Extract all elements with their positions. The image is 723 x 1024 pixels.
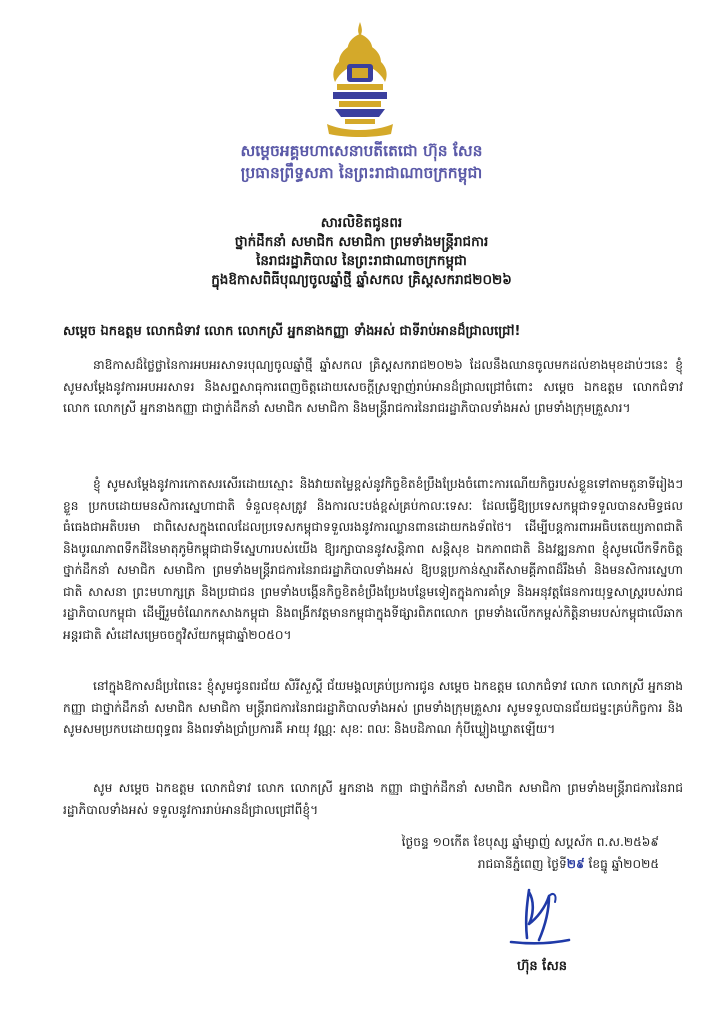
paragraph-1: នាឱកាសដ៏ថ្លៃថ្លានៃការអបអរសាទរបុណ្យចូលឆ្នាំថ្មី ឆ្នាំសកល គ្រិស្តសករាជ២០២៦ ដែលនឹងឈានចូលមកដល់ខាងមុខដាប់ៗនេះ ខ្ញុំសូមសម្តែងនូវការអបអរសាទរ និងសព្ទសាធុការពេញចិត្តដោយសេចក្តីស្រឡាញ់រាប់អានដ៏ជ្រាលជ្រៅចំពោះ សម្តេច ឯកឧត្តម លោកជំទាវ លោក លោកស្រី អ្នកនាងកញ្ញា ជាថ្នាក់ដឹកនាំ សមាជិក សមាជិកា និងមន្ត្រីរាជការនៃរាជរដ្ឋាភិបាលទាំងអស់ ព្រមទាំងក្រុមគ្រួសារ។: [63, 358, 683, 415]
letter-subtitle-recipients: ថ្នាក់ដឹកនាំ សមាជិក សមាជិកា ព្រមទាំងមន្ត្រីរាជការ: [234, 234, 489, 250]
paragraph-2: ខ្ញុំ សូមសម្តែងនូវការកោតសរសើរដោយស្មោះ និងវាយតម្លៃខ្ពស់នូវកិច្ចខិតខំប្រឹងប្រែងចំពោះការណើយកិច្ចរបស់ខ្លួនទៅតាមតួនាទីរៀងៗខ្លួន ប្រកបដោយមនសិការស្នេហាជាតិ ទំនួលខុសត្រូវ និងការលះបង់ខ្ពស់គ្រប់កាលៈទេសៈ ដែលធ្វើឱ្យប្រទេសកម្ពុជាទទួលបានសមិទ្ធផលធំធេងជាអតិបរមា ជាពិសេសក្នុងពេលដែលប្រទេសកម្ពុជាទទួលរងនូវការឈ្លានពានដោយកងទ័ពថៃ។ ដើម្បីបន្តការពារអធិបតេយ្យភាពជាតិ និងបូរណភាពទឹកដីនៃមាតុភូមិកម្ពុជាជាទីស្នេហារបស់យើង ឱ្យរក្សាបាននូវសន្តិភាព សន្តិសុខ ឯកភាពជាតិ និងវឌ្ឍនភាព ខ្ញុំសូមលើកទឹកចិត្តថ្នាក់ដឹកនាំ សមាជិក សមាជិកា ព្រមទាំងមន្ត្រីរាជការនៃរាជរដ្ឋាភិបាលទាំងអស់ ឱ្យបន្តប្រកាន់ស្មារតីសាមគ្គីភាពដ៏រឹងមាំ និងមនសិការស្នេហាជាតិ សាសនា ព្រះមហាក្សត្រ និងប្រជាជន ព្រមទាំងបង្កើនកិច្ចខិតខំប្រឹងប្រែងបន្ថែមទៀតក្នុងការគាំទ្រ និងអនុវត្តផែនការយុទ្ធសាស្ត្ររបស់រាជរដ្ឋាភិបាលកម្ពុជា ដើម្បីរួមចំណែកកសាងកម្ពុជា និងពង្រីកវត្តមានកម្ពុជាក្នុងទីផ្សារពិភពលោក ព្រមទាំងលើកកម្ពស់កិត្តិនាមរបស់កម្ពុជាលើឆាកអន្តរជាតិ សំដៅសម្រេចចក្ខុវិស័យកម្ពុជាឆ្នាំ២០៥០។: [63, 477, 683, 642]
date-day: ២៩: [566, 857, 585, 871]
paragraph-3: នៅក្នុងឱកាសដ៏ប្រពៃនេះ ខ្ញុំសូមជូនពរជ័យ សិរីសួស្តី ជ័យមង្គលគ្រប់ប្រការជូន សម្តេច ឯកឧត្តម លោកជំទាវ លោក លោកស្រី អ្នកនាងកញ្ញា ជាថ្នាក់ដឹកនាំ សមាជិក សមាជិកា មន្ត្រីរាជការនៃរាជរដ្ឋាភិបាលទាំងអស់ ព្រមទាំងក្រុមគ្រួសារ សូមទទួលបានជ័យជម្នះគ្រប់កិច្ចការ និងសូមសមប្រកបដោយពុទ្ធពរ និងពរទាំងប្រាំប្រការគឺ អាយុ វណ្ណៈ សុខៈ ពលៈ និងបដិភាណ កុំបីឃ្លៀងឃ្លាតឡើយ។: [63, 679, 683, 736]
letter-subtitle-occasion: ក្នុងឱកាសពិធីបុណ្យចូលឆ្នាំថ្មី ឆ្នាំសកល គ្រិស្តសករាជ២០២៦: [211, 272, 512, 288]
letter-title: សារលិខិតជូនពរ: [320, 215, 403, 231]
issuer-position: ប្រធានព្រឹទ្ធសភា នៃព្រះរាជាណាចក្រកម្ពុជា: [240, 164, 483, 182]
lunar-date: ថ្ងៃចន្ទ ១០កើត ខែបុស្ស ឆ្នាំម្សាញ់ សប្តស័ក ព.ស.២៥៦៩: [401, 835, 659, 849]
place-prefix: រាជធានីភ្នំពេញ ថ្ងៃទី: [477, 857, 567, 871]
handwritten-signature: [505, 882, 575, 952]
letter-subtitle-government: នៃរាជរដ្ឋាភិបាល នៃព្រះរាជាណាចក្រកម្ពុជា: [256, 253, 467, 269]
letter-title-block: [40, 214, 683, 290]
issuer-title: សម្តេចអគ្គមហាសេនាបតីតេជោ ហ៊ុន សែន: [240, 142, 483, 160]
place-date: [259, 854, 659, 874]
date-month-year: ខែធ្នូ ឆ្នាំ២០២៥: [584, 857, 659, 871]
senate-emblem-logo: [325, 20, 395, 138]
signer-name: ហ៊ុន សែន: [517, 959, 567, 974]
salutation: សម្តេច ឯកឧត្តម លោកជំទាវ លោក លោកស្រី អ្នកនាងកញ្ញា ទាំងអស់ ជាទីរាប់អានដ៏ជ្រាលជ្រៅ!: [63, 324, 521, 339]
paragraph-4: សូម សម្តេច ឯកឧត្តម លោកជំទាវ លោក លោកស្រី អ្នកនាង កញ្ញា ជាថ្នាក់ដឹកនាំ សមាជិក សមាជិកា ព្រមទាំងមន្ត្រីរាជការនៃរាជរដ្ឋាភិបាលទាំងអស់ ទទួលនូវការរាប់អានដ៏ជ្រាលជ្រៅពីខ្ញុំ។: [63, 781, 683, 817]
